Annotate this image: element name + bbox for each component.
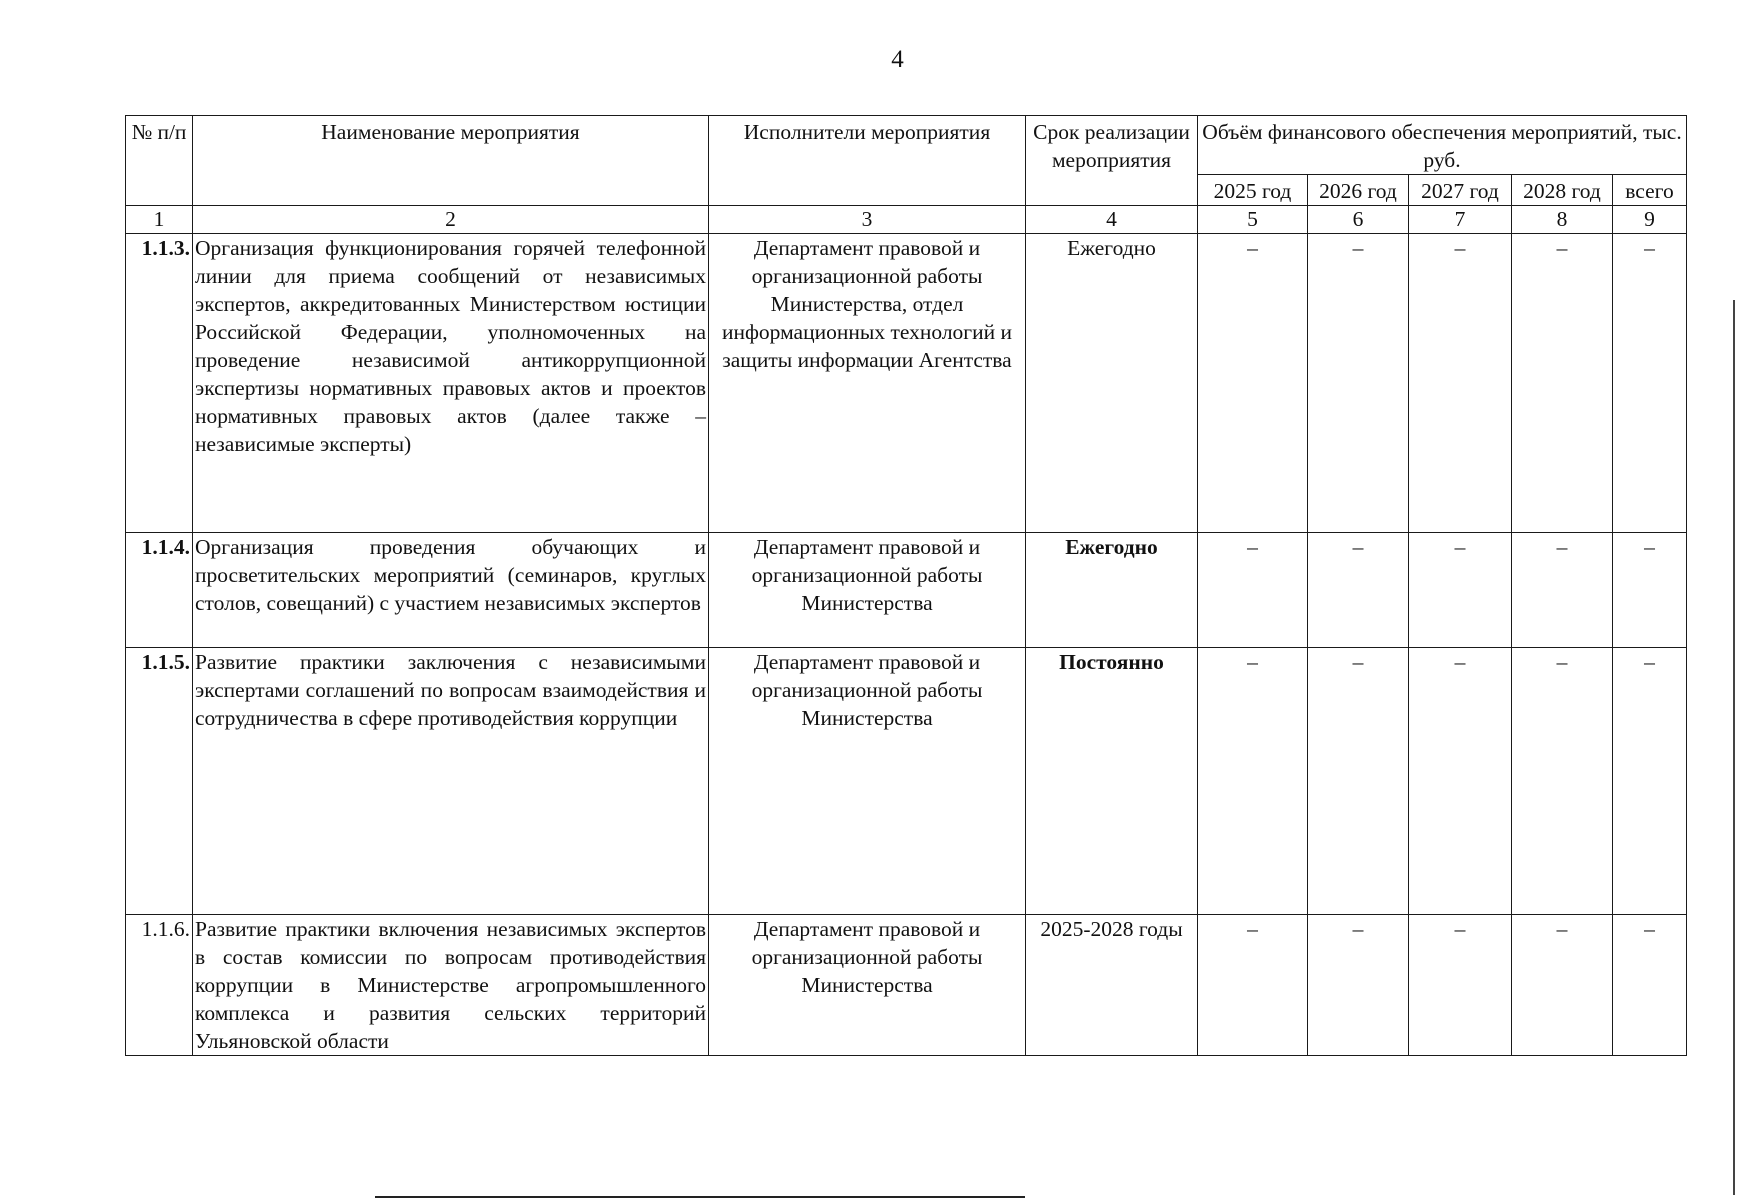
table-row xyxy=(126,915,1687,1056)
event-term: Постоянно xyxy=(1026,648,1198,915)
column-number: 6 xyxy=(1308,206,1409,234)
header-term: Срок реализации мероприятия xyxy=(1026,116,1198,206)
events-table xyxy=(125,115,1687,1056)
value-2026: – xyxy=(1308,648,1409,915)
table-row xyxy=(126,533,1687,648)
header-year-2027: 2027 год xyxy=(1409,175,1512,206)
event-executors: Департамент правовой и организационной работы Министерства xyxy=(709,648,1026,915)
value-2028: – xyxy=(1512,648,1613,915)
column-number: 1 xyxy=(126,206,193,234)
column-number: 5 xyxy=(1198,206,1308,234)
row-number: 1.1.3. xyxy=(126,234,193,533)
column-number: 3 xyxy=(709,206,1026,234)
column-number: 9 xyxy=(1613,206,1687,234)
event-name: Развитие практики включения независимых экспертов в состав комиссии по вопросам противодействия коррупции в Министерстве агропромышленного комплекса и развития сельских территорий Ульяновской области xyxy=(193,915,709,1056)
row-number: 1.1.4. xyxy=(126,533,193,648)
value-2028: – xyxy=(1512,234,1613,533)
page-edge-divider xyxy=(1733,300,1735,1195)
value-total: – xyxy=(1613,915,1687,1056)
row-number: 1.1.6. xyxy=(126,915,193,1056)
event-term: Ежегодно xyxy=(1026,234,1198,533)
header-year-2025: 2025 год xyxy=(1198,175,1308,206)
row-number: 1.1.5. xyxy=(126,648,193,915)
column-number: 7 xyxy=(1409,206,1512,234)
header-executors: Исполнители мероприятия xyxy=(709,116,1026,206)
column-number: 2 xyxy=(193,206,709,234)
value-2026: – xyxy=(1308,533,1409,648)
event-term: 2025-2028 годы xyxy=(1026,915,1198,1056)
header-name: Наименование мероприятия xyxy=(193,116,709,206)
value-2027: – xyxy=(1409,533,1512,648)
column-number: 4 xyxy=(1026,206,1198,234)
header-row xyxy=(126,116,1687,175)
header-year-2026: 2026 год xyxy=(1308,175,1409,206)
header-year-2028: 2028 год xyxy=(1512,175,1613,206)
event-executors: Департамент правовой и организационной работы Министерства xyxy=(709,915,1026,1056)
table-row xyxy=(126,234,1687,533)
value-2026: – xyxy=(1308,915,1409,1056)
event-executors: Департамент правовой и организационной работы Министерства, отдел информационных технологий и защиты информации Агентства xyxy=(709,234,1026,533)
value-2028: – xyxy=(1512,915,1613,1056)
page-number: 4 xyxy=(891,46,904,73)
header-total: всего xyxy=(1613,175,1687,206)
value-2028: – xyxy=(1512,533,1613,648)
value-2025: – xyxy=(1198,648,1308,915)
column-numbers-row xyxy=(126,206,1687,234)
event-name: Развитие практики заключения с независимыми экспертами соглашений по вопросам взаимодействия и сотрудничества в сфере противодействия коррупции xyxy=(193,648,709,915)
event-term: Ежегодно xyxy=(1026,533,1198,648)
event-executors: Департамент правовой и организационной работы Министерства xyxy=(709,533,1026,648)
value-total: – xyxy=(1613,648,1687,915)
column-number: 8 xyxy=(1512,206,1613,234)
value-2027: – xyxy=(1409,915,1512,1056)
header-funding: Объём финансового обеспечения мероприятий, тыс. руб. xyxy=(1198,116,1687,175)
value-total: – xyxy=(1613,234,1687,533)
event-name: Организация проведения обучающих и просветительских мероприятий (семинаров, круглых столов, совещаний) с участием независимых экспертов xyxy=(193,533,709,648)
value-2025: – xyxy=(1198,234,1308,533)
event-name: Организация функционирования горячей телефонной линии для приема сообщений от независимых экспертов, аккредитованных Министерством юстиции Российской Федерации, уполномоченных на проведение независимой антикоррупционной экспертизы нормативных правовых актов и проектов нормативных правовых актов (далее также – независимые эксперты) xyxy=(193,234,709,533)
signature-line xyxy=(375,1196,1025,1198)
value-2027: – xyxy=(1409,648,1512,915)
header-num: № п/п xyxy=(126,116,193,206)
value-2027: – xyxy=(1409,234,1512,533)
value-2026: – xyxy=(1308,234,1409,533)
value-2025: – xyxy=(1198,915,1308,1056)
table-row xyxy=(126,648,1687,915)
value-total: – xyxy=(1613,533,1687,648)
value-2025: – xyxy=(1198,533,1308,648)
